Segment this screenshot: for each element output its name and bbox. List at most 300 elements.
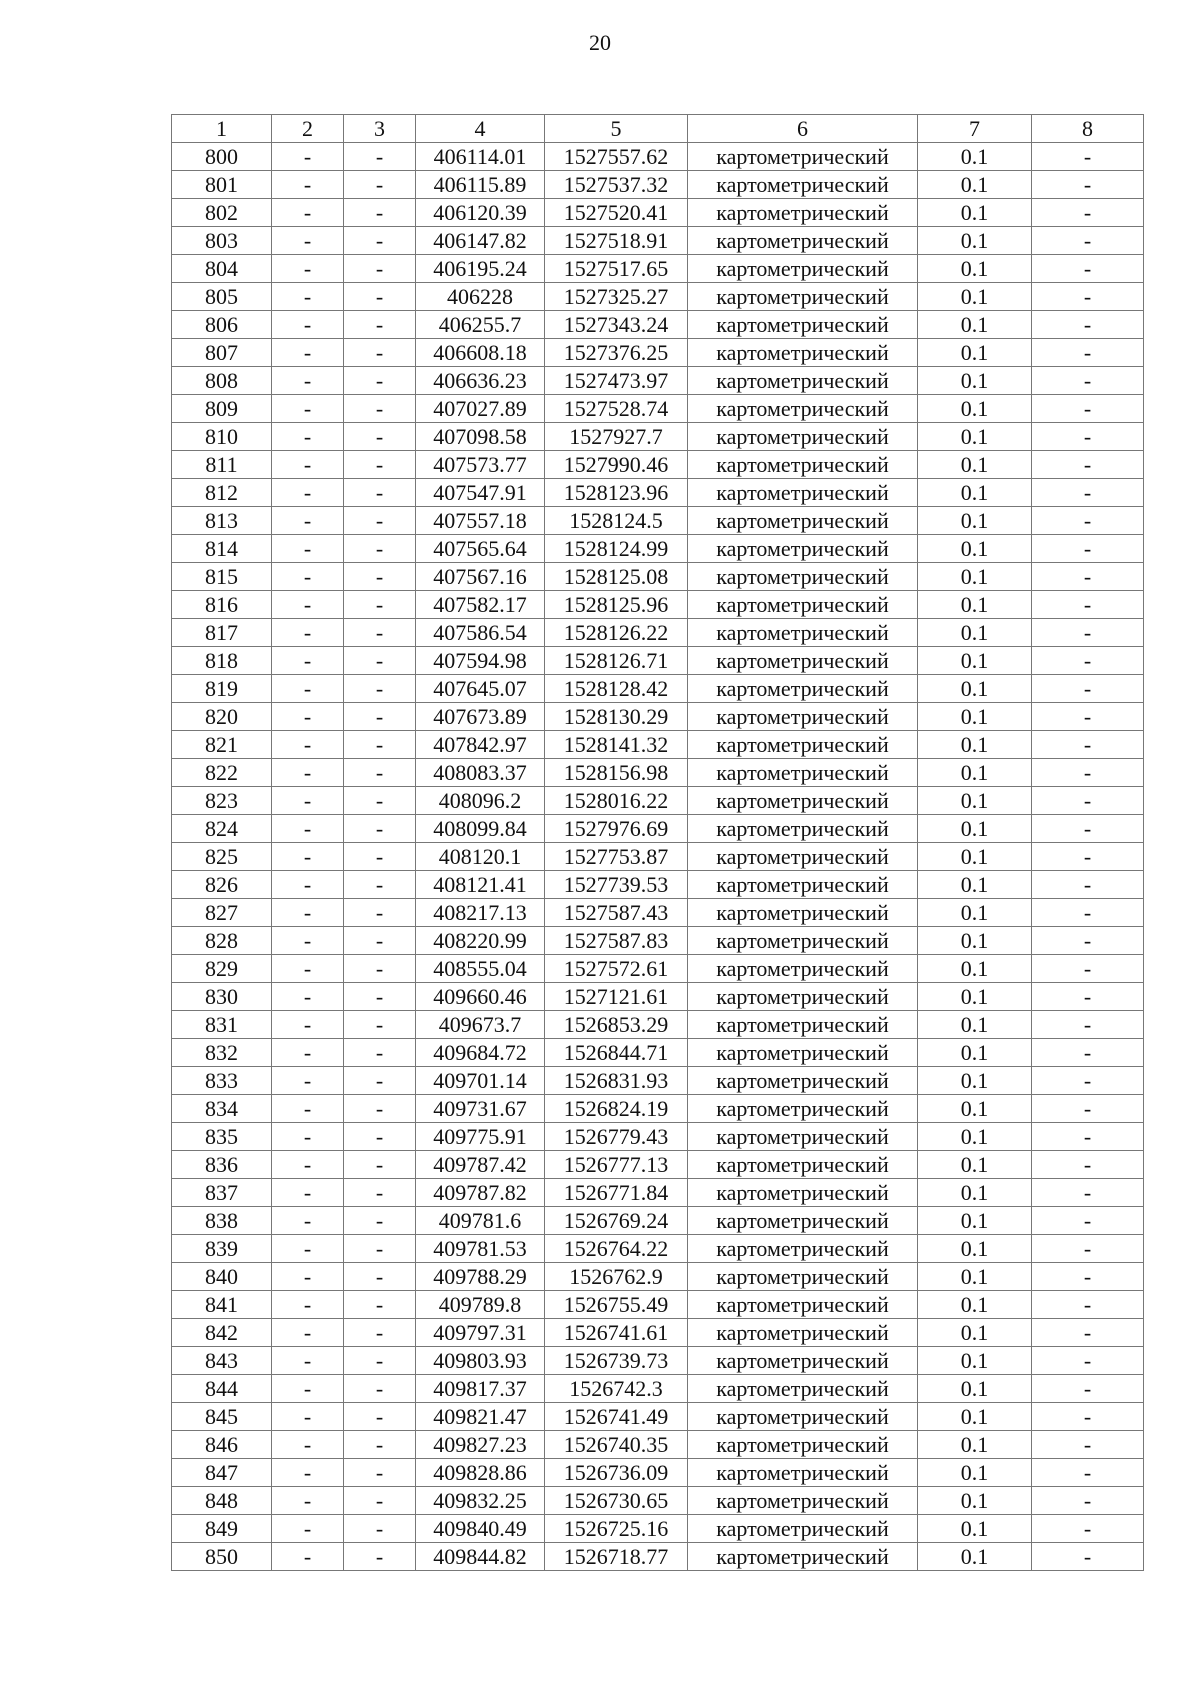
table-row xyxy=(172,787,1144,815)
table-header-row xyxy=(172,115,1144,143)
y-coordinate-cell: 1526769.24 xyxy=(545,1207,688,1235)
method-cell: картометрический xyxy=(688,479,918,507)
point-number-cell: 818 xyxy=(172,647,272,675)
x-coordinate-cell: 407673.89 xyxy=(416,703,545,731)
method-cell: картометрический xyxy=(688,1487,918,1515)
method-cell: картометрический xyxy=(688,143,918,171)
method-cell: картометрический xyxy=(688,1235,918,1263)
accuracy-cell: 0.1 xyxy=(918,955,1032,983)
col3-cell: - xyxy=(344,731,416,759)
y-coordinate-cell: 1526740.35 xyxy=(545,1431,688,1459)
x-coordinate-cell: 408555.04 xyxy=(416,955,545,983)
table-row xyxy=(172,1151,1144,1179)
x-coordinate-cell: 409788.29 xyxy=(416,1263,545,1291)
point-number-cell: 827 xyxy=(172,899,272,927)
accuracy-cell: 0.1 xyxy=(918,1459,1032,1487)
accuracy-cell: 0.1 xyxy=(918,311,1032,339)
y-coordinate-cell: 1528123.96 xyxy=(545,479,688,507)
method-cell: картометрический xyxy=(688,199,918,227)
point-number-cell: 835 xyxy=(172,1123,272,1151)
x-coordinate-cell: 407586.54 xyxy=(416,619,545,647)
col2-cell: - xyxy=(272,171,344,199)
accuracy-cell: 0.1 xyxy=(918,1207,1032,1235)
y-coordinate-cell: 1528130.29 xyxy=(545,703,688,731)
accuracy-cell: 0.1 xyxy=(918,1123,1032,1151)
point-number-cell: 845 xyxy=(172,1403,272,1431)
col3-cell: - xyxy=(344,339,416,367)
point-number-cell: 843 xyxy=(172,1347,272,1375)
col3-cell: - xyxy=(344,1263,416,1291)
table-row xyxy=(172,367,1144,395)
point-number-cell: 816 xyxy=(172,591,272,619)
x-coordinate-cell: 408217.13 xyxy=(416,899,545,927)
x-coordinate-cell: 408083.37 xyxy=(416,759,545,787)
col3-cell: - xyxy=(344,311,416,339)
x-coordinate-cell: 409821.47 xyxy=(416,1403,545,1431)
accuracy-cell: 0.1 xyxy=(918,1011,1032,1039)
accuracy-cell: 0.1 xyxy=(918,619,1032,647)
col3-cell: - xyxy=(344,143,416,171)
column-header-3: 3 xyxy=(344,115,416,143)
y-coordinate-cell: 1528125.08 xyxy=(545,563,688,591)
col3-cell: - xyxy=(344,619,416,647)
accuracy-cell: 0.1 xyxy=(918,339,1032,367)
col3-cell: - xyxy=(344,535,416,563)
method-cell: картометрический xyxy=(688,171,918,199)
x-coordinate-cell: 409844.82 xyxy=(416,1543,545,1571)
col8-cell: - xyxy=(1032,1403,1144,1431)
point-number-cell: 848 xyxy=(172,1487,272,1515)
accuracy-cell: 0.1 xyxy=(918,675,1032,703)
accuracy-cell: 0.1 xyxy=(918,1179,1032,1207)
table-row xyxy=(172,339,1144,367)
col2-cell: - xyxy=(272,199,344,227)
col8-cell: - xyxy=(1032,563,1144,591)
method-cell: картометрический xyxy=(688,703,918,731)
table-row xyxy=(172,507,1144,535)
point-number-cell: 824 xyxy=(172,815,272,843)
table-row xyxy=(172,591,1144,619)
col3-cell: - xyxy=(344,955,416,983)
method-cell: картометрический xyxy=(688,1291,918,1319)
col2-cell: - xyxy=(272,1067,344,1095)
col8-cell: - xyxy=(1032,451,1144,479)
point-number-cell: 831 xyxy=(172,1011,272,1039)
col8-cell: - xyxy=(1032,1543,1144,1571)
table-row xyxy=(172,927,1144,955)
col3-cell: - xyxy=(344,1123,416,1151)
x-coordinate-cell: 409781.53 xyxy=(416,1235,545,1263)
col2-cell: - xyxy=(272,759,344,787)
y-coordinate-cell: 1526730.65 xyxy=(545,1487,688,1515)
y-coordinate-cell: 1528016.22 xyxy=(545,787,688,815)
col2-cell: - xyxy=(272,1039,344,1067)
table-row xyxy=(172,1403,1144,1431)
x-coordinate-cell: 406255.7 xyxy=(416,311,545,339)
table-body xyxy=(172,143,1144,1571)
x-coordinate-cell: 407573.77 xyxy=(416,451,545,479)
accuracy-cell: 0.1 xyxy=(918,1039,1032,1067)
point-number-cell: 800 xyxy=(172,143,272,171)
table-row xyxy=(172,1459,1144,1487)
col8-cell: - xyxy=(1032,927,1144,955)
col8-cell: - xyxy=(1032,423,1144,451)
x-coordinate-cell: 409775.91 xyxy=(416,1123,545,1151)
x-coordinate-cell: 407565.64 xyxy=(416,535,545,563)
col2-cell: - xyxy=(272,423,344,451)
point-number-cell: 849 xyxy=(172,1515,272,1543)
col3-cell: - xyxy=(344,927,416,955)
col3-cell: - xyxy=(344,171,416,199)
table-row xyxy=(172,675,1144,703)
col2-cell: - xyxy=(272,227,344,255)
table-row xyxy=(172,1375,1144,1403)
col2-cell: - xyxy=(272,955,344,983)
point-number-cell: 811 xyxy=(172,451,272,479)
accuracy-cell: 0.1 xyxy=(918,451,1032,479)
col8-cell: - xyxy=(1032,255,1144,283)
table-row xyxy=(172,311,1144,339)
point-number-cell: 803 xyxy=(172,227,272,255)
x-coordinate-cell: 408099.84 xyxy=(416,815,545,843)
point-number-cell: 828 xyxy=(172,927,272,955)
table-row xyxy=(172,451,1144,479)
y-coordinate-cell: 1526725.16 xyxy=(545,1515,688,1543)
y-coordinate-cell: 1526718.77 xyxy=(545,1543,688,1571)
y-coordinate-cell: 1527343.24 xyxy=(545,311,688,339)
accuracy-cell: 0.1 xyxy=(918,1515,1032,1543)
table-row xyxy=(172,171,1144,199)
x-coordinate-cell: 409817.37 xyxy=(416,1375,545,1403)
y-coordinate-cell: 1526831.93 xyxy=(545,1067,688,1095)
point-number-cell: 822 xyxy=(172,759,272,787)
y-coordinate-cell: 1526779.43 xyxy=(545,1123,688,1151)
method-cell: картометрический xyxy=(688,591,918,619)
method-cell: картометрический xyxy=(688,1403,918,1431)
col3-cell: - xyxy=(344,1095,416,1123)
col8-cell: - xyxy=(1032,871,1144,899)
col2-cell: - xyxy=(272,535,344,563)
method-cell: картометрический xyxy=(688,1543,918,1571)
col3-cell: - xyxy=(344,787,416,815)
table-row xyxy=(172,843,1144,871)
col2-cell: - xyxy=(272,451,344,479)
col3-cell: - xyxy=(344,1515,416,1543)
y-coordinate-cell: 1527520.41 xyxy=(545,199,688,227)
col3-cell: - xyxy=(344,1375,416,1403)
col2-cell: - xyxy=(272,1375,344,1403)
y-coordinate-cell: 1526824.19 xyxy=(545,1095,688,1123)
table-row xyxy=(172,1291,1144,1319)
col3-cell: - xyxy=(344,1067,416,1095)
col2-cell: - xyxy=(272,1431,344,1459)
col3-cell: - xyxy=(344,1207,416,1235)
col2-cell: - xyxy=(272,1011,344,1039)
col8-cell: - xyxy=(1032,1235,1144,1263)
x-coordinate-cell: 407027.89 xyxy=(416,395,545,423)
x-coordinate-cell: 409787.82 xyxy=(416,1179,545,1207)
col3-cell: - xyxy=(344,479,416,507)
col3-cell: - xyxy=(344,1151,416,1179)
method-cell: картометрический xyxy=(688,1431,918,1459)
col2-cell: - xyxy=(272,591,344,619)
col3-cell: - xyxy=(344,899,416,927)
point-number-cell: 829 xyxy=(172,955,272,983)
point-number-cell: 801 xyxy=(172,171,272,199)
method-cell: картометрический xyxy=(688,1319,918,1347)
table-row xyxy=(172,703,1144,731)
y-coordinate-cell: 1526739.73 xyxy=(545,1347,688,1375)
table-row xyxy=(172,535,1144,563)
x-coordinate-cell: 409803.93 xyxy=(416,1347,545,1375)
col3-cell: - xyxy=(344,759,416,787)
method-cell: картометрический xyxy=(688,955,918,983)
x-coordinate-cell: 406636.23 xyxy=(416,367,545,395)
method-cell: картометрический xyxy=(688,451,918,479)
col3-cell: - xyxy=(344,423,416,451)
col8-cell: - xyxy=(1032,619,1144,647)
method-cell: картометрический xyxy=(688,1459,918,1487)
accuracy-cell: 0.1 xyxy=(918,1235,1032,1263)
y-coordinate-cell: 1528141.32 xyxy=(545,731,688,759)
point-number-cell: 810 xyxy=(172,423,272,451)
point-number-cell: 804 xyxy=(172,255,272,283)
table-row xyxy=(172,731,1144,759)
method-cell: картометрический xyxy=(688,899,918,927)
method-cell: картометрический xyxy=(688,1067,918,1095)
col8-cell: - xyxy=(1032,1263,1144,1291)
accuracy-cell: 0.1 xyxy=(918,1375,1032,1403)
y-coordinate-cell: 1527325.27 xyxy=(545,283,688,311)
y-coordinate-cell: 1528124.5 xyxy=(545,507,688,535)
col2-cell: - xyxy=(272,1207,344,1235)
accuracy-cell: 0.1 xyxy=(918,591,1032,619)
x-coordinate-cell: 406147.82 xyxy=(416,227,545,255)
col3-cell: - xyxy=(344,1347,416,1375)
method-cell: картометрический xyxy=(688,731,918,759)
x-coordinate-cell: 409789.8 xyxy=(416,1291,545,1319)
accuracy-cell: 0.1 xyxy=(918,703,1032,731)
point-number-cell: 832 xyxy=(172,1039,272,1067)
col2-cell: - xyxy=(272,675,344,703)
col2-cell: - xyxy=(272,1095,344,1123)
y-coordinate-cell: 1526844.71 xyxy=(545,1039,688,1067)
point-number-cell: 813 xyxy=(172,507,272,535)
y-coordinate-cell: 1527990.46 xyxy=(545,451,688,479)
col8-cell: - xyxy=(1032,535,1144,563)
x-coordinate-cell: 409701.14 xyxy=(416,1067,545,1095)
y-coordinate-cell: 1528125.96 xyxy=(545,591,688,619)
col8-cell: - xyxy=(1032,1039,1144,1067)
table-row xyxy=(172,423,1144,451)
method-cell: картометрический xyxy=(688,1347,918,1375)
x-coordinate-cell: 406608.18 xyxy=(416,339,545,367)
point-number-cell: 815 xyxy=(172,563,272,591)
method-cell: картометрический xyxy=(688,423,918,451)
y-coordinate-cell: 1528126.22 xyxy=(545,619,688,647)
table-row xyxy=(172,1487,1144,1515)
x-coordinate-cell: 406120.39 xyxy=(416,199,545,227)
point-number-cell: 825 xyxy=(172,843,272,871)
accuracy-cell: 0.1 xyxy=(918,227,1032,255)
col3-cell: - xyxy=(344,255,416,283)
method-cell: картометрический xyxy=(688,311,918,339)
point-number-cell: 834 xyxy=(172,1095,272,1123)
x-coordinate-cell: 408120.1 xyxy=(416,843,545,871)
x-coordinate-cell: 407557.18 xyxy=(416,507,545,535)
col3-cell: - xyxy=(344,1459,416,1487)
col3-cell: - xyxy=(344,871,416,899)
col3-cell: - xyxy=(344,591,416,619)
col8-cell: - xyxy=(1032,1067,1144,1095)
col3-cell: - xyxy=(344,675,416,703)
accuracy-cell: 0.1 xyxy=(918,1487,1032,1515)
col8-cell: - xyxy=(1032,507,1144,535)
point-number-cell: 812 xyxy=(172,479,272,507)
col2-cell: - xyxy=(272,647,344,675)
y-coordinate-cell: 1527976.69 xyxy=(545,815,688,843)
accuracy-cell: 0.1 xyxy=(918,423,1032,451)
method-cell: картометрический xyxy=(688,507,918,535)
method-cell: картометрический xyxy=(688,647,918,675)
col3-cell: - xyxy=(344,1431,416,1459)
col2-cell: - xyxy=(272,1347,344,1375)
accuracy-cell: 0.1 xyxy=(918,1291,1032,1319)
point-number-cell: 839 xyxy=(172,1235,272,1263)
y-coordinate-cell: 1528126.71 xyxy=(545,647,688,675)
y-coordinate-cell: 1527473.97 xyxy=(545,367,688,395)
col3-cell: - xyxy=(344,1403,416,1431)
method-cell: картометрический xyxy=(688,227,918,255)
table-row xyxy=(172,899,1144,927)
accuracy-cell: 0.1 xyxy=(918,367,1032,395)
accuracy-cell: 0.1 xyxy=(918,563,1032,591)
accuracy-cell: 0.1 xyxy=(918,927,1032,955)
table-row xyxy=(172,1263,1144,1291)
table-row xyxy=(172,1515,1144,1543)
table-row xyxy=(172,395,1144,423)
method-cell: картометрический xyxy=(688,395,918,423)
x-coordinate-cell: 408220.99 xyxy=(416,927,545,955)
col2-cell: - xyxy=(272,1515,344,1543)
method-cell: картометрический xyxy=(688,339,918,367)
table-row xyxy=(172,983,1144,1011)
x-coordinate-cell: 408121.41 xyxy=(416,871,545,899)
col2-cell: - xyxy=(272,479,344,507)
col2-cell: - xyxy=(272,1459,344,1487)
col2-cell: - xyxy=(272,787,344,815)
col2-cell: - xyxy=(272,367,344,395)
col2-cell: - xyxy=(272,843,344,871)
y-coordinate-cell: 1528128.42 xyxy=(545,675,688,703)
accuracy-cell: 0.1 xyxy=(918,171,1032,199)
x-coordinate-cell: 407582.17 xyxy=(416,591,545,619)
point-number-cell: 814 xyxy=(172,535,272,563)
accuracy-cell: 0.1 xyxy=(918,507,1032,535)
column-header-4: 4 xyxy=(416,115,545,143)
col8-cell: - xyxy=(1032,675,1144,703)
col2-cell: - xyxy=(272,1543,344,1571)
method-cell: картометрический xyxy=(688,619,918,647)
point-number-cell: 837 xyxy=(172,1179,272,1207)
accuracy-cell: 0.1 xyxy=(918,787,1032,815)
col8-cell: - xyxy=(1032,1123,1144,1151)
method-cell: картометрический xyxy=(688,255,918,283)
col2-cell: - xyxy=(272,1235,344,1263)
accuracy-cell: 0.1 xyxy=(918,283,1032,311)
y-coordinate-cell: 1527376.25 xyxy=(545,339,688,367)
col8-cell: - xyxy=(1032,899,1144,927)
x-coordinate-cell: 409684.72 xyxy=(416,1039,545,1067)
col3-cell: - xyxy=(344,1291,416,1319)
column-header-2: 2 xyxy=(272,115,344,143)
col8-cell: - xyxy=(1032,1095,1144,1123)
y-coordinate-cell: 1527517.65 xyxy=(545,255,688,283)
col8-cell: - xyxy=(1032,1291,1144,1319)
y-coordinate-cell: 1526853.29 xyxy=(545,1011,688,1039)
x-coordinate-cell: 409832.25 xyxy=(416,1487,545,1515)
y-coordinate-cell: 1527518.91 xyxy=(545,227,688,255)
y-coordinate-cell: 1527557.62 xyxy=(545,143,688,171)
col8-cell: - xyxy=(1032,955,1144,983)
col3-cell: - xyxy=(344,1011,416,1039)
accuracy-cell: 0.1 xyxy=(918,1347,1032,1375)
col2-cell: - xyxy=(272,311,344,339)
table-row xyxy=(172,143,1144,171)
method-cell: картометрический xyxy=(688,1095,918,1123)
accuracy-cell: 0.1 xyxy=(918,1543,1032,1571)
method-cell: картометрический xyxy=(688,871,918,899)
accuracy-cell: 0.1 xyxy=(918,843,1032,871)
col2-cell: - xyxy=(272,507,344,535)
col2-cell: - xyxy=(272,871,344,899)
y-coordinate-cell: 1526741.49 xyxy=(545,1403,688,1431)
col3-cell: - xyxy=(344,1319,416,1347)
table-row xyxy=(172,479,1144,507)
col2-cell: - xyxy=(272,1179,344,1207)
method-cell: картометрический xyxy=(688,283,918,311)
table-row xyxy=(172,1067,1144,1095)
table-row xyxy=(172,955,1144,983)
point-number-cell: 819 xyxy=(172,675,272,703)
table-row xyxy=(172,647,1144,675)
table-row xyxy=(172,199,1144,227)
col2-cell: - xyxy=(272,1403,344,1431)
x-coordinate-cell: 407547.91 xyxy=(416,479,545,507)
x-coordinate-cell: 409828.86 xyxy=(416,1459,545,1487)
table-row xyxy=(172,283,1144,311)
col3-cell: - xyxy=(344,367,416,395)
accuracy-cell: 0.1 xyxy=(918,731,1032,759)
point-number-cell: 805 xyxy=(172,283,272,311)
point-number-cell: 836 xyxy=(172,1151,272,1179)
point-number-cell: 821 xyxy=(172,731,272,759)
col8-cell: - xyxy=(1032,395,1144,423)
table-row xyxy=(172,759,1144,787)
col8-cell: - xyxy=(1032,367,1144,395)
col2-cell: - xyxy=(272,703,344,731)
accuracy-cell: 0.1 xyxy=(918,395,1032,423)
table-row xyxy=(172,871,1144,899)
column-header-8: 8 xyxy=(1032,115,1144,143)
x-coordinate-cell: 406115.89 xyxy=(416,171,545,199)
col3-cell: - xyxy=(344,451,416,479)
col2-cell: - xyxy=(272,1319,344,1347)
x-coordinate-cell: 409781.6 xyxy=(416,1207,545,1235)
accuracy-cell: 0.1 xyxy=(918,1095,1032,1123)
column-header-1: 1 xyxy=(172,115,272,143)
col2-cell: - xyxy=(272,563,344,591)
